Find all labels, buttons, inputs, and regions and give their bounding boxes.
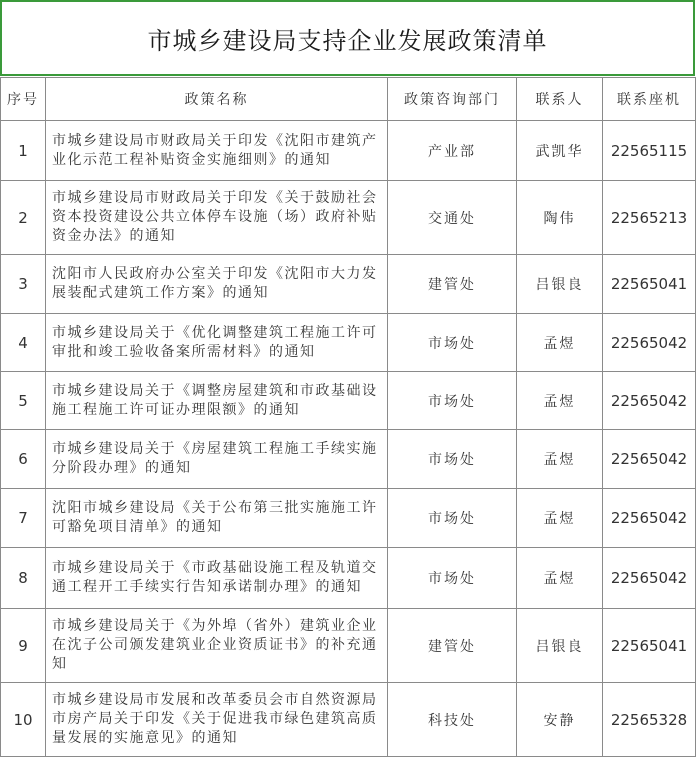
row-phone: 22565042: [603, 548, 696, 609]
row-policy-name: 市城乡建设局市财政局关于印发《关于鼓励社会资本投资建设公共立体停车设施（场）政府补贴资金办法》的通知: [46, 181, 388, 255]
row-policy-name: 市城乡建设局关于《为外埠（省外）建筑业企业在沈子公司颁发建筑业企业资质证书》的补充通知: [46, 609, 388, 683]
row-phone: 22565115: [603, 121, 696, 181]
header-department: 政策咨询部门: [388, 78, 517, 121]
row-phone: 22565042: [603, 430, 696, 489]
row-policy-name: 市城乡建设局关于《优化调整建筑工程施工许可审批和竣工验收备案所需材料》的通知: [46, 314, 388, 372]
row-policy-name: 市城乡建设局关于《调整房屋建筑和市政基础设施工程施工许可证办理限额》的通知: [46, 372, 388, 430]
row-contact: 吕银良: [517, 255, 603, 314]
row-phone: 22565328: [603, 683, 696, 757]
row-contact: 孟煜: [517, 489, 603, 548]
table-row: [1, 683, 696, 757]
row-policy-name: 市城乡建设局关于《市政基础设施工程及轨道交通工程开工手续实行告知承诺制办理》的通知: [46, 548, 388, 609]
table-row: [1, 372, 696, 430]
row-contact: 吕银良: [517, 609, 603, 683]
row-department: 市场处: [388, 548, 517, 609]
row-contact: 武凯华: [517, 121, 603, 181]
table-header-row: [1, 78, 696, 121]
row-department: 科技处: [388, 683, 517, 757]
row-index: 7: [1, 489, 46, 548]
row-department: 建管处: [388, 255, 517, 314]
row-index: 8: [1, 548, 46, 609]
row-contact: 孟煜: [517, 372, 603, 430]
row-index: 10: [1, 683, 46, 757]
table-row: [1, 314, 696, 372]
table-row: [1, 489, 696, 548]
row-index: 5: [1, 372, 46, 430]
row-department: 产业部: [388, 121, 517, 181]
header-policy-name: 政策名称: [46, 78, 388, 121]
row-phone: 22565213: [603, 181, 696, 255]
header-phone: 联系座机: [603, 78, 696, 121]
policy-table: [0, 77, 696, 757]
header-index: 序号: [1, 78, 46, 121]
row-department: 市场处: [388, 314, 517, 372]
row-policy-name: 市城乡建设局市发展和改革委员会市自然资源局市房产局关于印发《关于促进我市绿色建筑高质量发展的实施意见》的通知: [46, 683, 388, 757]
row-phone: 22565041: [603, 255, 696, 314]
row-policy-name: 沈阳市人民政府办公室关于印发《沈阳市大力发展装配式建筑工作方案》的通知: [46, 255, 388, 314]
row-index: 1: [1, 121, 46, 181]
row-contact: 孟煜: [517, 548, 603, 609]
row-index: 9: [1, 609, 46, 683]
row-policy-name: 市城乡建设局市财政局关于印发《沈阳市建筑产业化示范工程补贴资金实施细则》的通知: [46, 121, 388, 181]
header-contact: 联系人: [517, 78, 603, 121]
row-contact: 安静: [517, 683, 603, 757]
row-department: 市场处: [388, 489, 517, 548]
row-department: 市场处: [388, 372, 517, 430]
row-index: 4: [1, 314, 46, 372]
row-department: 建管处: [388, 609, 517, 683]
page-title: 市城乡建设局支持企业发展政策清单: [0, 0, 695, 76]
row-phone: 22565041: [603, 609, 696, 683]
row-department: 市场处: [388, 430, 517, 489]
row-phone: 22565042: [603, 372, 696, 430]
row-index: 6: [1, 430, 46, 489]
row-phone: 22565042: [603, 489, 696, 548]
row-department: 交通处: [388, 181, 517, 255]
row-index: 3: [1, 255, 46, 314]
row-policy-name: 沈阳市城乡建设局《关于公布第三批实施施工许可豁免项目清单》的通知: [46, 489, 388, 548]
table-row: [1, 181, 696, 255]
table-row: [1, 548, 696, 609]
row-contact: 陶伟: [517, 181, 603, 255]
table-row: [1, 121, 696, 181]
table-row: [1, 430, 696, 489]
row-contact: 孟煜: [517, 314, 603, 372]
table-row: [1, 255, 696, 314]
row-index: 2: [1, 181, 46, 255]
row-policy-name: 市城乡建设局关于《房屋建筑工程施工手续实施分阶段办理》的通知: [46, 430, 388, 489]
row-phone: 22565042: [603, 314, 696, 372]
row-contact: 孟煜: [517, 430, 603, 489]
table-row: [1, 609, 696, 683]
